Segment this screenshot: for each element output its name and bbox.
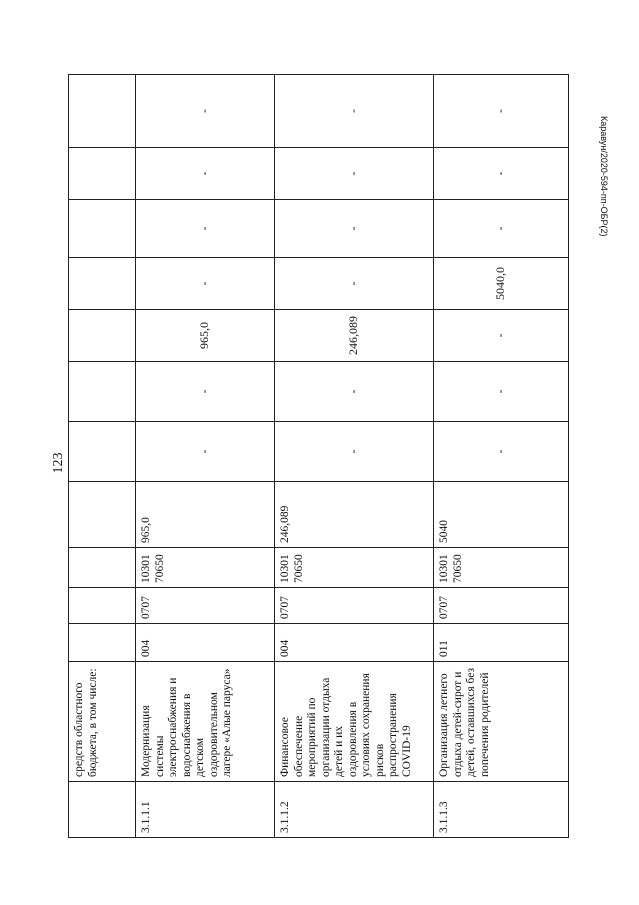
cell-rzpr: 0707 [275,588,434,624]
cell-year-4: 5040,0 [434,258,569,310]
cell-year-5: - [136,200,275,258]
cell-csr: 1030170650 [275,548,434,588]
cell-empty [69,588,136,624]
cell-empty [69,310,136,362]
cell-name: Модернизация системы электроснабжения и водоснабжения в детском оздоровительном лагере «Алые паруса» [136,662,275,782]
cell-empty [69,548,136,588]
cell-year-4: - [275,258,434,310]
cell-empty [69,148,136,200]
cell-grbs: 004 [136,624,275,662]
cell-year-4: - [136,258,275,310]
cell-rzpr: 0707 [136,588,275,624]
cell-year-1: - [434,422,569,482]
cell-total: 246,089 [275,482,434,548]
cell-year-6: - [275,148,434,200]
cell-number: 3.1.1.2 [275,782,434,838]
cell-empty [69,482,136,548]
table-row-header [69,75,136,838]
cell-year-3: 965,0 [136,310,275,362]
cell-empty [69,258,136,310]
financing-table [68,74,569,838]
cell-year-7: - [136,75,275,148]
cell-year-2: - [275,362,434,422]
cell-total: 5040 [434,482,569,548]
cell-number: 3.1.1.1 [136,782,275,838]
cell-empty [69,75,136,148]
cell-year-6: - [434,148,569,200]
cell-csr: 1030170650 [136,548,275,588]
cell-csr: 1030170650 [434,548,569,588]
cell-year-2: - [136,362,275,422]
page-number: 123 [51,452,66,474]
cell-year-7: - [434,75,569,148]
cell-grbs: 004 [275,624,434,662]
cell-year-5: - [275,200,434,258]
cell-empty [69,200,136,258]
program-table [68,75,532,838]
cell-grbs: 011 [434,624,569,662]
cell-name: Финансовое обеспечение мероприятий по организации отдыха детей и их оздоровления в условиях сохранения рисков распространения COVID-19 [275,662,434,782]
document-code: Каравун/2020-594-пп-ОБР(2) [599,116,609,237]
cell-year-7: - [275,75,434,148]
cell-year-6: - [136,148,275,200]
cell-year-1: - [136,422,275,482]
cell-empty [69,362,136,422]
cell-rzpr: 0707 [434,588,569,624]
cell-total: 965,0 [136,482,275,548]
cell-empty [69,624,136,662]
cell-empty [69,422,136,482]
cell-year-3: - [434,310,569,362]
cell-year-3: 246,089 [275,310,434,362]
cell-year-1: - [275,422,434,482]
cell-number: 3.1.1.3 [434,782,569,838]
cell-label: средств областного бюджета, в том числе: [69,662,136,782]
cell-year-2: - [434,362,569,422]
cell-year-5: - [434,200,569,258]
table-row [136,75,275,838]
cell-empty [69,782,136,838]
table-row [275,75,434,838]
table-row [434,75,569,838]
cell-name: Организация летнего отдыха детей-сирот и детей, оставшихся без попечения родителей [434,662,569,782]
